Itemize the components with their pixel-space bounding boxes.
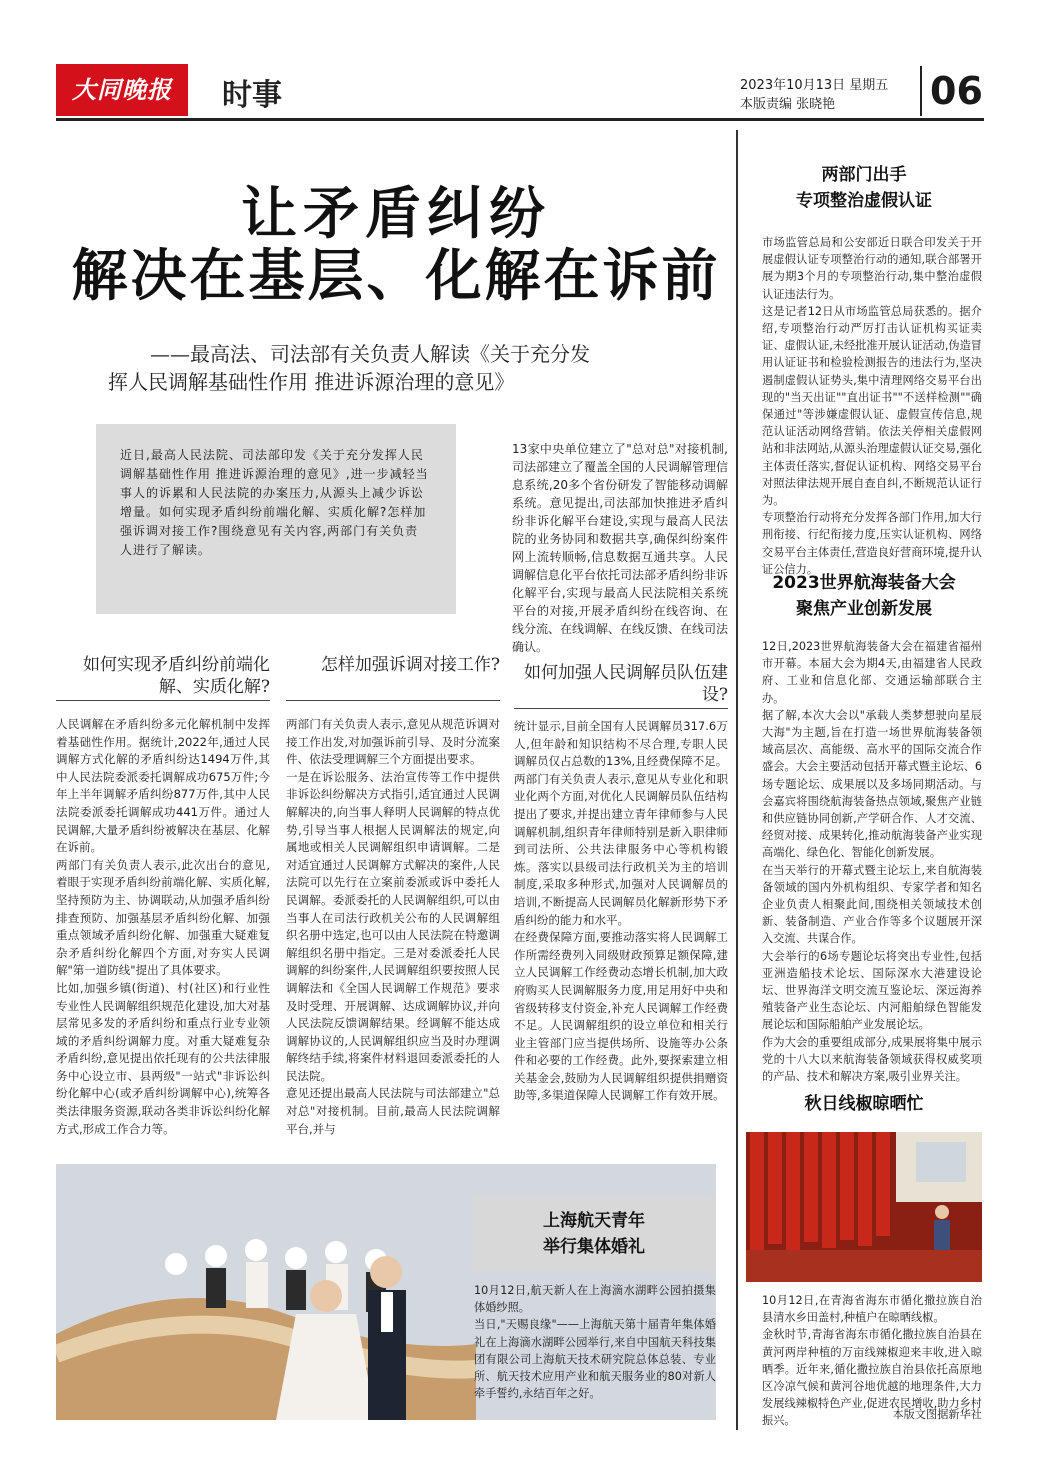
main-headline-line1: 让矛盾纠纷 [241, 181, 551, 247]
subheadline-line2: 挥人民调解基础性作用 推进诉源治理的意见》 [108, 370, 515, 394]
page-editor: 本版责编 张晓艳 [740, 97, 836, 112]
page-number: 06 [930, 69, 983, 113]
issue-info [740, 76, 888, 114]
wedding-caption: 10月12日,航天新人在上海滴水湖畔公园拍摄集体婚纱照。 当日,"天赐良缘"——上海航天第十届青年集体婚礼在上海滴水湖畔公园举行,来自中国航天科技集团有限公司上海航天技术研究院总体总装、专业所、航天技术应用产业和航天服务业的80对新人牵手誓约,永结百年之好。 [474, 1284, 716, 1401]
wedding-title [472, 1208, 716, 1260]
question-2-rule [286, 700, 500, 701]
question-1-rule [56, 700, 270, 701]
chili-drying-photo [746, 1132, 982, 1282]
subheadline-line1: ——最高法、司法部有关负责人解读《关于充分发 [150, 342, 590, 366]
section-name: 时事 [222, 78, 282, 113]
column-divider [736, 130, 738, 1430]
newspaper-logo: 大同晚报 [56, 64, 188, 116]
side-article-1-title [746, 162, 982, 214]
wedding-title-line2: 举行集体婚礼 [543, 1237, 645, 1257]
question-2-heading: 怎样加强诉调对接工作? [320, 655, 500, 675]
side-photo-caption: 10月12日,在青海省海东市循化撒拉族自治县清水乡田盖村,种植户在晾晒线椒。 金秋时节,青海省海东市循化撒拉族自治县在黄河两岸种植的万亩线辣椒迎来丰收,进入晾晒季。近年来,循化撒拉族自治县依托高原地区冷凉气候和黄河谷地优越的地理条件,大力发展线辣椒特色产业,促进农民增收,助力乡村振兴。 [762, 1294, 982, 1428]
article-column-1: 人民调解在矛盾纠纷多元化解机制中发挥着基础性作用。据统计,2022年,通过人民调解方式化解的矛盾纠纷达1494万件,其中人民法院委派委托调解成功675万件;今年上半年调解矛盾纠纷877万件,其中人民法院委派委托调解成功441万件。通过人民调解,大量矛盾纠纷被解决在基层、化解在诉前。 两部门有关负责人表示,此次出台的意见,着眼于实现矛盾纠纷前端化解、实质化解,坚持预防为主、协调联动,从加强矛盾纠纷排查预防、加强基层矛盾纠纷化解、加强重点领域矛盾纠纷化解、加强重大疑难复杂矛盾纠纷化解四个方面,对夯实人民调解"第一道防线"提出了具体要求。 比如,加强乡镇(街道)、村(社区)和行业性专业性人民调解组织规范化建设,加大对基层常见多发的矛盾纠纷和重点行业专业领域的矛盾纠纷调解力度。对重大疑难复杂矛盾纠纷,意见提出依托现有的公共法律服务中心设立市、县两级"一站式"非诉讼纠纷化解中心(或矛盾纠纷调解中心),统筹各类法律服务资源,联动各类非诉讼纠纷化解方式,形成工作合力等。 [56, 717, 270, 1136]
wedding-title-line1: 上海航天青年 [543, 1211, 645, 1231]
article-text-top-right: 13家中央单位建立了"总对总"对接机制,司法部建立了覆盖全国的人民调解管理信息系统,20多个省份研发了智能移动调解系统。意见提出,司法部加快推进矛盾纠纷非诉化解平台建设,实现与最高人民法院的业务协同和数据共享,确保纠纷案件网上流转顺畅,信息数据互通共享。人民调解信息化平台依托司法部矛盾纠纷非诉化解平台,实现与最高人民法院相关系统平台的对接,开展矛盾纠纷在线咨询、在线分流、在线调解、在线反馈、在线司法确认。 [512, 442, 729, 654]
header-rule [56, 118, 984, 121]
article-column-3: 统计显示,目前全国有人民调解员317.6万人,但年龄和知识结构不尽合理,专职人民调解员仅占总数的13%,且经费保障不足。 两部门有关负责人表示,意见从专业化和职业化两个方面,对优化人民调解员队伍结构提出了要求,并提出建立青年律师参与人民调解机制,组织青年律师特别是新入职律师到司法所、公共法律服务中心等机构锻炼。落实以县级司法行政机关为主的培训制度,采取多种形式,加强对人民调解员的培训,不断提高人民调解员化解新形势下矛盾纠纷的能力和水平。 在经费保障方面,要推动落实将人民调解工作所需经费列入同级财政预算足额保障,建立人民调解工作经费动态增长机制,加大政府购买人民调解服务力度,用足用好中央和省级转移支付资金,补充人民调解工作经费不足。人民调解组织的设立单位和相关行业主管部门应当提供场所、设施等办公条件和必要的工作经费。此外,要探索建立相关基金会,鼓励为人民调解组织提供捐赠资助等,多渠道保障人民调解工作有效开展。 [514, 719, 728, 1103]
side-article-2-title-line2: 聚焦产业创新发展 [796, 599, 932, 619]
chili-drying-illustration [746, 1132, 982, 1282]
lead-text: 近日,最高人民法院、司法部印发《关于充分发挥人民调解基础性作用 推进诉源治理的意见》,进一步减轻当事人的诉累和人民法院的办案压力,从源头上减少诉讼增量。如何实现矛盾纠纷前端化解、实质化解?怎样加强诉调对接工作?围绕意见有关内容,两部门有关负责人进行了解读。 [120, 448, 429, 557]
question-3-rule [514, 708, 728, 709]
side-article-2-title [746, 570, 982, 622]
side-article-1-body: 市场监管总局和公安部近日联合印发关于开展虚假认证专项整治行动的通知,联合部署开展为期3个月的专项整治行动,集中整治虚假认证违法行为。 这是记者12日从市场监管总局获悉的。据介绍,专项整治行动严厉打击认证机构买证卖证、虚假认证,未经批准开展认证活动,伪造冒用认证证书和检验检测报告的违法行为,坚决遏制虚假认证势头,集中清理网络交易平台出现的"当天出证""直出证书""不送样检测""确保通过"等涉嫌虚假认证、虚假宣传信息,规范认证活动网络营销。依法关停相关虚假网站和非法网站,从源头治理虚假认证交易,强化主体责任落实,督促认证机构、网络交易平台对照法律法规开展自查自纠,不断规范认证行为。 专项整治行动将充分发挥各部门作用,加大行刑衔接、行纪衔接力度,压实认证机构、网络交易平台主体责任,营造良好营商环境,提升认证公信力。 [762, 236, 982, 576]
side-article-1-title-line1: 两部门出手 [821, 165, 907, 185]
side-article-2-body: 12日,2023世界航海装备大会在福建省福州市开幕。本届大会为期4天,由福建省人民政府、工业和信息化部、交通运输部联合主办。 据了解,本次大会以"承载人类梦想驶向星辰大海"为主题,旨在打造一场世界航海装备领域高层次、高能级、高水平的国际交流合作盛会。大会主要活动包括开幕式暨主论坛、6场专题论坛、成果展以及多场同期活动。与会嘉宾将围绕航海装备热点领域,聚焦产业链和供应链协同创新,产学研合作、人才交流、经贸对接、成果转化,推动航海装备产业实现高端化、绿色化、智能化创新发展。 在当天举行的开幕式暨主论坛上,来自航海装备领域的国内外机构组织、专家学者和知名企业负责人相聚此间,围绕相关领域技术创新、装备制造、产业合作等多个议题展开深入交流、共谋合作。 大会举行的6场专题论坛将突出专业性,包括亚洲造船技术论坛、国际深水大港建设论坛、世界海洋文明交流互鉴论坛、深远海养殖装备产业生态论坛、内河船舶绿色智能发展论坛和国际船舶产业发展论坛。 作为大会的重要组成部分,成果展将集中展示党的十八大以来航海装备领域获得权威奖项的产品、技术和解决方案,吸引业界关注。 [762, 640, 982, 1084]
side-article-2-title-line1: 2023世界航海装备大会 [772, 573, 956, 593]
side-photo-credit: 本版文图据新华社 [892, 1408, 982, 1421]
question-1-heading: 如何实现矛盾纠纷前端化解、实质化解? [83, 655, 270, 697]
issue-date: 2023年10月13日 星期五 [740, 78, 889, 93]
question-3-heading: 如何加强人民调解员队伍建设? [524, 663, 728, 705]
page-number-divider [920, 66, 922, 116]
side-photo-title: 秋日线椒晾晒忙 [804, 1094, 924, 1114]
main-headline-line2: 解决在基层、化解在诉前 [71, 243, 721, 309]
article-column-2: 两部门有关负责人表示,意见从规范诉调对接工作出发,对加强诉前引导、及时分流案件、依法受理调解三个方面提出要求。 一是在诉讼服务、法治宣传等工作中提供非诉讼纠纷解决方式指引,适宜通过人民调解解决的,向当事人释明人民调解的特点优势,引导当事人根据人民调解法的规定,向属地或相关人民调解组织申请调解。二是对适宜通过人民调解方式解决的案件,人民法院可以先行在立案前委派或诉中委托人民调解。委派委托的人民调解组织,可以由当事人在司法行政机关公布的人民调解组织名册中选定,也可以由人民法院在特邀调解组织名册中指定。三是对委派委托人民调解的纠纷案件,人民调解组织要按照人民调解法和《全国人民调解工作规范》要求及时受理、开展调解、达成调解协议,并向人民法院反馈调解结果。经调解不能达成调解协议的,人民调解组织应当及时办理调解终结手续,将案件材料退回委派委托的人民法院。 意见还提出最高人民法院与司法部建立"总对总"对接机制。目前,最高人民法院调解平台,并与 [286, 717, 500, 1136]
side-article-1-title-line2: 专项整治虚假认证 [796, 191, 932, 211]
